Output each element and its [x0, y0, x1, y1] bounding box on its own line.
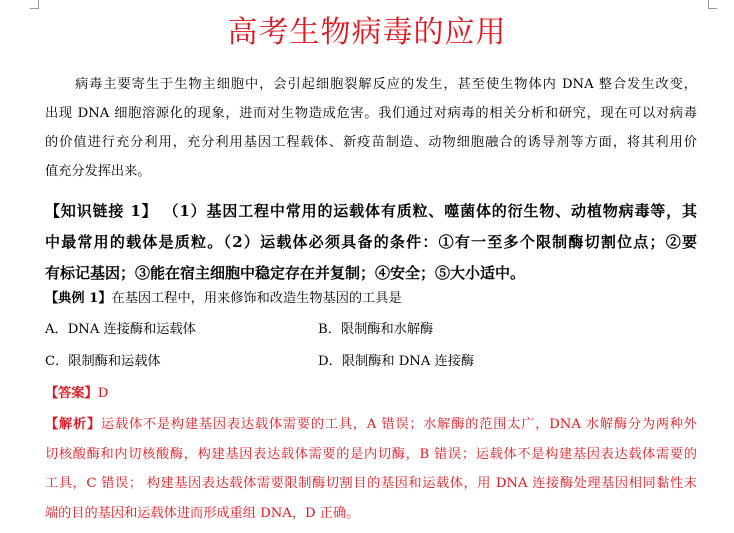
page-corner-mark-left [30, 0, 39, 9]
analysis-line: 工具，C 错误； 构建基因表达载体需要限制酶切割目的基因和运载体，用 DNA 连接酶处理基因相同黏性末 [45, 476, 697, 491]
intro-line: 出现 DNA 细胞溶源化的现象，进而对生物造成危害。我们通过对病毒的相关分析和研究，现在可以对病毒 [45, 106, 697, 121]
analysis-first-line: 运载体不是构建基因表达载体需要的工具，A 错误；水解酶的范围太广，DNA 水解酶分为两种外 [100, 417, 697, 432]
knowledge-line: 有标记基因；③能在宿主细胞中稳定存在并复制；④安全；⑤大小适中。 [45, 264, 526, 282]
option-d: D．限制酶和 DNA 连接酶 [318, 354, 475, 369]
option-a: A．DNA 连接酶和运载体 [45, 322, 196, 337]
intro-line: 的价值进行充分利用，充分利用基因工程载体、新疫苗制造、动物细胞融合的诱导剂等方面，将其利用价 [45, 135, 697, 150]
document-title: 高考生物病毒的应用 [227, 15, 507, 50]
analysis-block [45, 410, 697, 528]
analysis-line [45, 410, 697, 440]
knowledge-line: 中最常用的载体是质粒。（2）运载体必须具备的条件：①有一至多个限制酶切割位点；②要 [45, 233, 697, 251]
intro-line: 病毒主要寄生于生物主细胞中，会引起细胞裂解反应的发生，甚至使生物体内 DNA 整合发生改变， [75, 77, 697, 92]
option-c: C．限制酶和运载体 [45, 354, 161, 369]
example-question [45, 289, 402, 309]
intro-line: 值充分发挥出来。 [45, 164, 151, 179]
example-tag: 【典例 1】 [45, 291, 112, 306]
analysis-line: 切核酸酶和内切核酸酶，构建基因表达载体需要的是内切酶，B 错误；运载体不是构建基因表达载体需要的 [45, 446, 697, 462]
page-corner-mark-right [708, 0, 717, 9]
answer-tag: 【答案】 [45, 386, 98, 401]
answer-line [45, 384, 108, 404]
knowledge-line: 【知识链接 1】 （1）基因工程中常用的运载体有质粒、噬菌体的衍生物、动植物病毒等，其 [45, 202, 697, 220]
answer-value: D [97, 386, 109, 401]
option-b: B．限制酶和水解酶 [318, 322, 434, 337]
knowledge-link-block [45, 196, 697, 289]
example-question-text: 在基因工程中，用来修饰和改造生物基因的工具是 [111, 291, 402, 306]
analysis-line: 端的目的基因和运载体进而形成重组 DNA，D 正确。 [45, 505, 360, 521]
intro-paragraph [45, 70, 697, 186]
analysis-tag: 【解析】 [45, 417, 101, 432]
